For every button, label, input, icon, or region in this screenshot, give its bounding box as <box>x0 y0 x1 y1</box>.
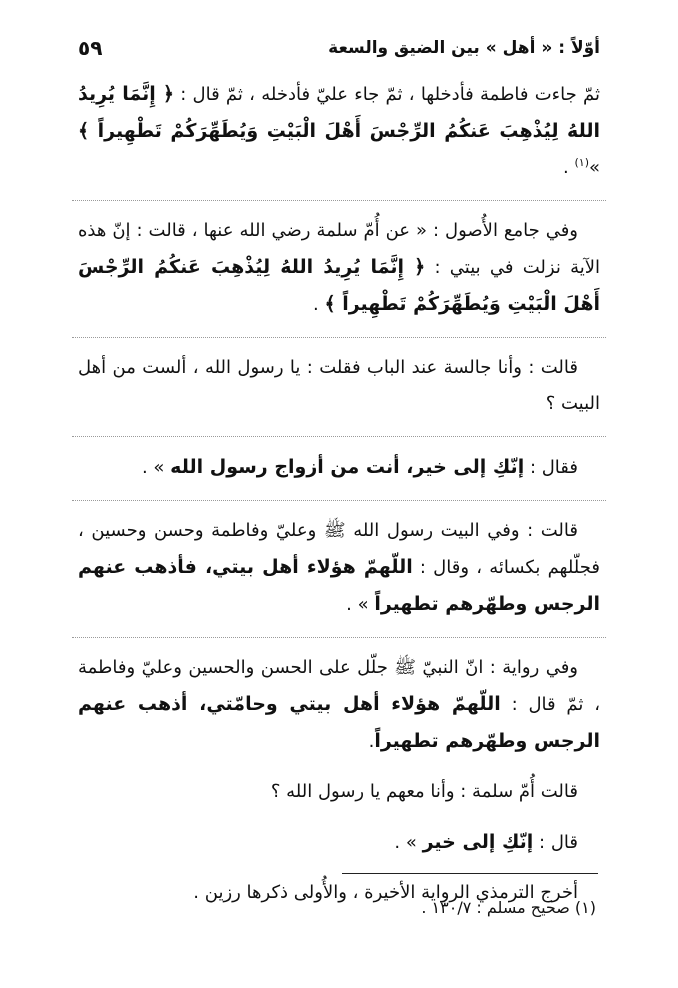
paragraph-3 <box>78 350 600 422</box>
closing-quote: » <box>588 157 600 178</box>
footnote-text: صحيح مسلم : ١٣٠/٧ . <box>421 898 575 917</box>
hadith-quote: إنّكِ إلى خير <box>422 831 534 853</box>
paragraph-end: » . <box>394 832 423 853</box>
footnote-rule <box>342 873 598 874</box>
paragraph-1 <box>78 76 600 186</box>
hadith-quote: اللّهمّ هؤلاء أهل بيتي وحامّتي، أذهب عنهم الرجس وطهّرهم تطهيراً <box>78 693 600 752</box>
paragraph-7 <box>78 774 600 810</box>
footnote-reference[interactable]: (١) <box>574 156 589 169</box>
paragraph-4 <box>78 449 600 486</box>
paragraph-text: وفي جامع الأُصول : « عن أُمّ سلمة رضي الله عنها ، قالت : إنّ هذه الآية نزلت في بيتي : <box>78 220 601 278</box>
paragraph-divider <box>72 500 606 501</box>
paragraph-text: وفي رواية : انّ النبيّ ﷺ جلّل على الحسن والحسين وعليّ وفاطمة ، ثمّ قال : <box>78 657 600 715</box>
page-number: ٥٩ <box>78 36 103 60</box>
footnote-number: (١) <box>574 898 596 917</box>
body-text <box>78 76 600 925</box>
paragraph-end: » . <box>141 457 171 478</box>
paragraph-divider <box>72 436 606 437</box>
paragraph-text: قالت أُمّ سلمة : وأنا معهم يا رسول الله ؟ <box>270 781 578 802</box>
paragraph-6 <box>78 650 600 760</box>
page-header <box>78 32 600 64</box>
paragraph-text: ثمّ جاءت فاطمة فأدخلها ، ثمّ جاء عليّ فأدخله ، ثمّ قال : <box>173 84 600 105</box>
running-title: أوّلاً : « أهل » بين الضيق والسعة <box>328 38 600 58</box>
footnote <box>78 895 596 921</box>
paragraph-text: أخرج الترمذي الرواية الأخيرة ، والأُولى ذكرها رزين . <box>193 882 578 903</box>
paragraph-end: . <box>368 731 375 752</box>
paragraph-divider <box>72 337 606 338</box>
paragraph-text: قالت : وفي البيت رسول الله ﷺ وعليّ وفاطمة وحسن وحسين ، فجلّلهم بكسائه ، وقال : <box>78 520 600 578</box>
quran-verse: ﴿ إِنَّمَا يُرِيدُ اللهُ لِيُذْهِبَ عَنكُمُ الرِّجْسَ أَهْلَ الْبَيْتِ وَيُطَهِّرَكُمْ تَطْهِيراً ﴾ <box>78 83 600 142</box>
paragraph-end: . <box>563 157 575 178</box>
paragraph-8 <box>78 824 600 861</box>
paragraph-text: قالت : وأنا جالسة عند الباب فقلت : يا رسول الله ، ألست من أهل البيت ؟ <box>78 357 600 414</box>
quran-verse: ﴿ إِنَّمَا يُرِيدُ اللهُ لِيُذْهِبَ عَنكُمُ الرِّجْسَ أَهْلَ الْبَيْتِ وَيُطَهِّرَكُمْ تَطْهِيراً ﴾ <box>78 256 600 315</box>
paragraph-text: فقال : <box>524 457 578 478</box>
paragraph-end: » . <box>346 594 375 615</box>
paragraph-end: . <box>313 294 325 315</box>
paragraph-5 <box>78 513 600 623</box>
hadith-quote: اللّهمّ هؤلاء أهل بيتي، فأذهب عنهم الرجس وطهّرهم تطهيراً <box>78 556 600 615</box>
paragraph-text: قال : <box>533 832 578 853</box>
paragraph-divider <box>72 637 606 638</box>
paragraph-divider <box>72 200 606 201</box>
paragraph-2 <box>78 213 600 323</box>
hadith-quote: إنّكِ إلى خير، أنت من أزواج رسول الله <box>170 456 525 478</box>
